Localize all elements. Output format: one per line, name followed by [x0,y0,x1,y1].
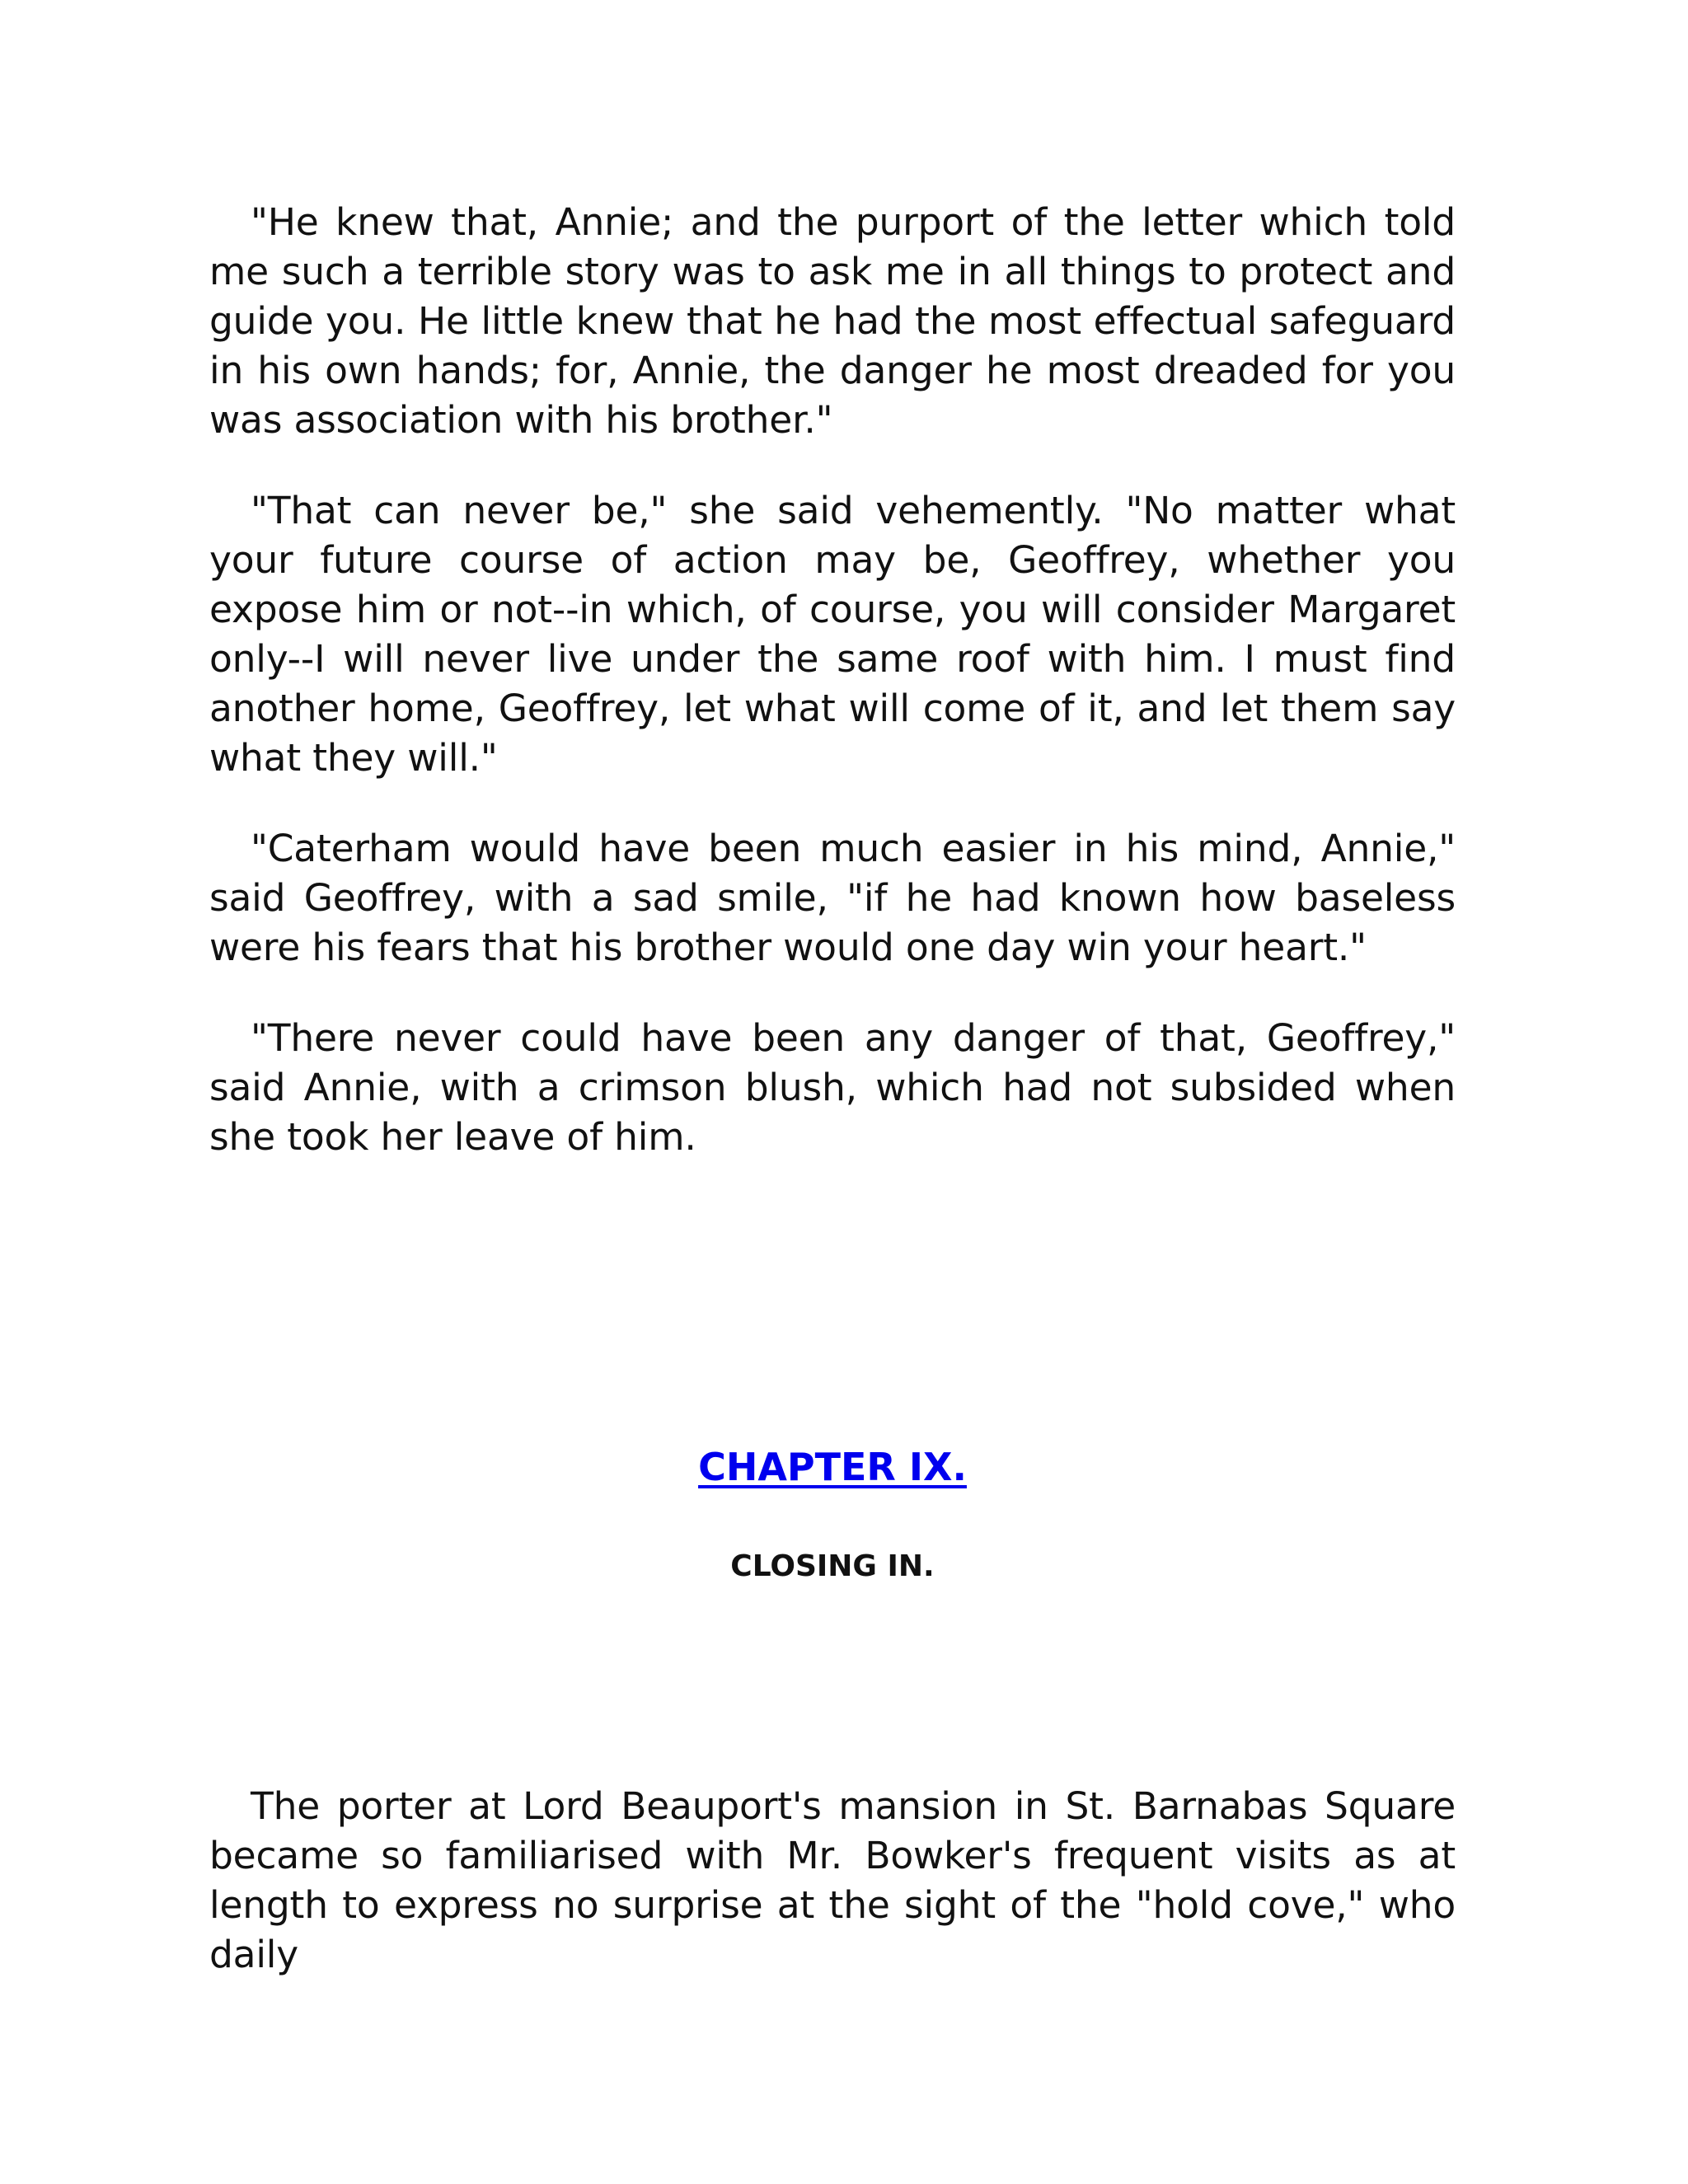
paragraph-1: "He knew that, Annie; and the purport of the letter which told me such a terrible story was to ask me in all things to protect and guide you. He little knew that he had the most effectual safeguard in his own hands; for, Annie, the danger he most dreaded for you was association with his brother." [209,200,1456,442]
paragraph-3: "Caterham would have been much easier in his mind, Annie," said Geoffrey, with a sad smile, "if he had known how baseless were his fears that his brother would one day win your heart." [209,827,1456,969]
paragraph-4: "There never could have been any danger of that, Geoffrey," said Annie, with a crimson blush, which had not subsided when she took her leave of him. [209,1016,1456,1159]
paragraph-2: "That can never be," she said vehemently. "No matter what your future course of action may be, Geoffrey, whether you expose him or not--in which, of course, you will consider Margaret only--I will never live under the same roof with him. I must find another home, Geoffrey, let what will come of it, and let them say what they will." [209,489,1456,780]
text-body [209,198,1456,1162]
chapter-link[interactable]: CHAPTER IX. [698,1445,967,1489]
chapter-paragraph-1: The porter at Lord Beauport's mansion in St. Barnabas Square became so familiarised with Mr. Bowker's frequent visits as at length to express no surprise at the sight of the "hold cove," who daily [209,1784,1456,1976]
chapter-heading [209,1442,1456,1492]
chapter-subtitle: CLOSING IN. [730,1549,935,1583]
chapter-text-body [209,1782,1456,1976]
